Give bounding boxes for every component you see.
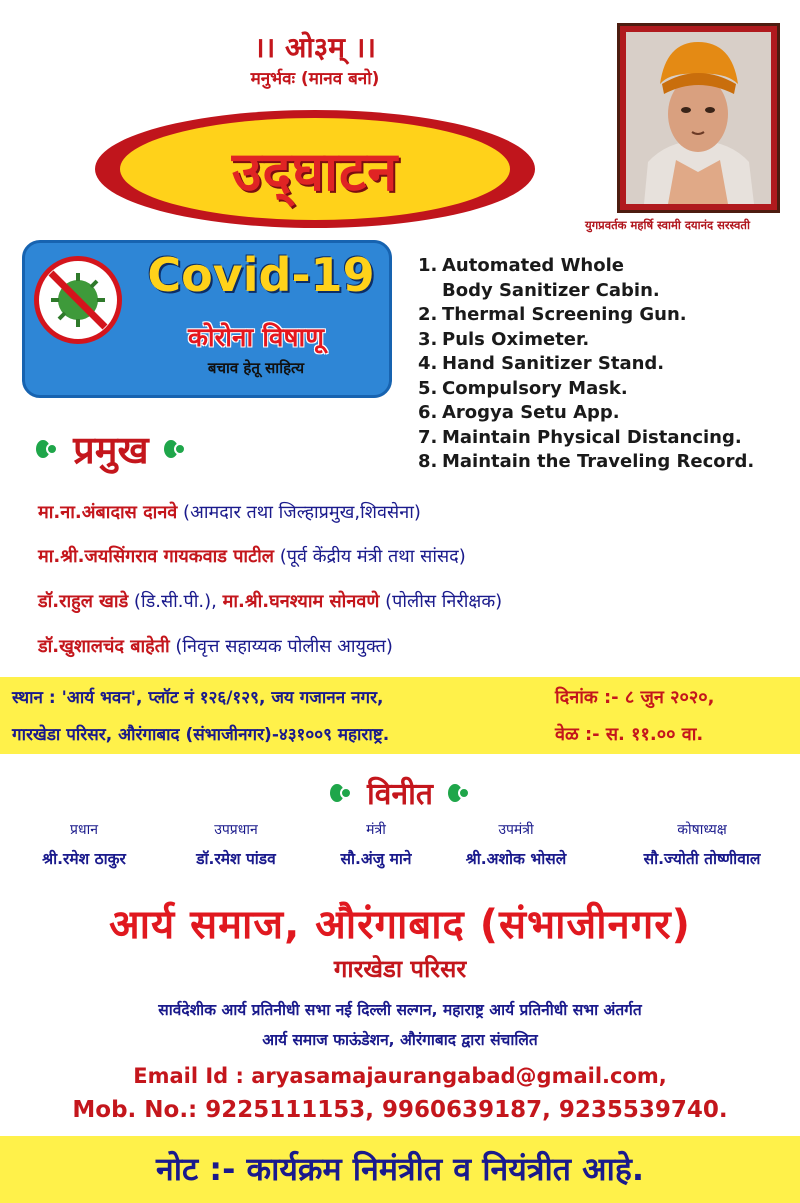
- venue-address-line1: स्थान : 'आर्य भवन', प्लॉट नं १२६/१२९, जय गजानन नगर,: [12, 688, 384, 708]
- item-number: 6.: [418, 402, 438, 423]
- pramukh-heading-row: [32, 423, 190, 473]
- officer: [160, 820, 312, 869]
- officer-name: डॉ.रमेश पांडव: [196, 850, 276, 868]
- officer: [440, 820, 592, 869]
- guest-designation: (पोलीस निरीक्षक): [379, 591, 503, 612]
- item-text: Hand Sanitizer Stand.: [442, 353, 665, 374]
- officer-role: उपप्रधान: [214, 822, 258, 838]
- guest-name: मा.श्री.जयसिंगराव गायकवाड पाटील: [38, 546, 275, 567]
- item-text: Puls Oximeter.: [442, 328, 590, 350]
- page-title: उद्‌घाटन: [231, 140, 399, 203]
- item-number: 5.: [418, 377, 438, 399]
- om-heading: ।। ओ३म् ।।: [254, 31, 376, 64]
- motto: मनुर्भवः (मानव बनो): [250, 69, 380, 89]
- guest-name: मा.श्री.घनश्याम सोनवणे: [222, 591, 380, 612]
- list-item: [418, 303, 798, 328]
- item-number: 4.: [418, 353, 438, 374]
- item-text: Automated Whole: [442, 255, 624, 276]
- portrait-image: [617, 23, 780, 213]
- organization-name: आर्य समाज, औरंगाबाद (संभाजीनगर): [109, 902, 691, 948]
- officer-role: उपमंत्री: [498, 822, 534, 838]
- venue-address-line2: गारखेडा परिसर, औरंगाबाद (संभाजीनगर)-४३१००९ महाराष्ट्र.: [12, 725, 390, 745]
- list-item: [418, 328, 798, 353]
- event-date: दिनांक :- ८ जुन २०२०,: [555, 687, 715, 708]
- item-text: Maintain the Traveling Record.: [442, 451, 755, 472]
- item-text: Maintain Physical Distancing.: [442, 426, 742, 448]
- leaf-ornament-icon: [160, 440, 190, 458]
- list-item: [418, 401, 798, 426]
- item-number: 1.: [418, 255, 438, 276]
- item-number: 7.: [418, 426, 438, 448]
- officer: [8, 820, 160, 869]
- contact-mobile: Mob. No.: 9225111153, 9960639187, 9235539740.: [72, 1097, 728, 1123]
- item-number: 2.: [418, 304, 438, 325]
- list-item: [418, 377, 798, 402]
- covid-title: Covid-19: [147, 248, 375, 302]
- item-text-continued: Body Sanitizer Cabin.: [442, 279, 660, 301]
- contact-email: Email Id : aryasamajaurangabad@gmail.com,: [133, 1064, 667, 1088]
- guest-line: [38, 500, 421, 524]
- guest-name: डॉ.राहुल खाडे: [38, 591, 129, 612]
- guest-line: [38, 544, 466, 568]
- organization-affiliation: सार्वदेशीक आर्य प्रतिनीधी सभा नई दिल्ली सल्गन, महाराष्ट्र आर्य प्रतिनीधी सभा अंतर्गत: [158, 1001, 642, 1019]
- portrait-caption: युगप्रवर्तक महर्षि स्वामी दयानंद सरस्वती: [585, 218, 750, 232]
- organization-operator: आर्य समाज फाऊंडेशन, औरंगाबाद द्वारा संचालित: [262, 1031, 538, 1049]
- leaf-ornament-icon: [326, 784, 356, 802]
- event-time: वेळ :- स. ११.०० वा.: [555, 724, 704, 745]
- item-number: 3.: [418, 328, 438, 350]
- officer: [612, 820, 792, 869]
- leaf-ornament-icon: [444, 784, 474, 802]
- guest-name: डॉ.खुशालचंद बाहेती: [38, 636, 170, 657]
- guest-designation: (डि.सी.पी.),: [128, 591, 223, 612]
- officer-name: सौ.ज्योती तोष्णीवाल: [643, 850, 761, 868]
- guest-designation: (आमदार तथा जिल्हाप्रमुख,शिवसेना): [177, 502, 421, 523]
- officer-role: मंत्री: [366, 822, 386, 838]
- guest-line: [38, 589, 502, 613]
- item-number: 8.: [418, 451, 438, 472]
- officer-role: प्रधान: [70, 822, 98, 838]
- officer: [300, 820, 452, 869]
- vinit-heading: विनीत: [367, 777, 433, 812]
- item-text: Compulsory Mask.: [442, 377, 628, 399]
- portrait-illustration: [626, 32, 771, 204]
- guest-designation: (निवृत्त सहाय्यक पोलीस आयुक्त): [169, 636, 393, 657]
- list-item: [418, 450, 798, 475]
- pramukh-heading: प्रमुख: [73, 428, 149, 472]
- officer-name: सौ.अंजु माने: [340, 850, 412, 868]
- note-text: नोट :- कार्यक्रम निमंत्रीत व नियंत्रीत आहे.: [155, 1150, 645, 1188]
- organization-area: गारखेडा परिसर: [333, 955, 467, 983]
- officer-role: कोषाध्यक्ष: [677, 822, 727, 838]
- list-item: [418, 426, 798, 451]
- officer-name: श्री.रमेश ठाकुर: [42, 850, 126, 868]
- officer-name: श्री.अशोक भोसले: [465, 850, 567, 868]
- vinit-heading-row: [0, 772, 800, 813]
- item-text: Thermal Screening Gun.: [442, 304, 687, 325]
- covid-subtitle: कोरोना विषाणू: [187, 323, 325, 353]
- guest-name: मा.ना.अंबादास दानवे: [38, 502, 178, 523]
- list-item: [418, 352, 798, 377]
- list-item: [418, 254, 798, 303]
- covid-tagline: बचाव हेतू साहित्य: [207, 359, 305, 377]
- item-text: Arogya Setu App.: [442, 402, 620, 423]
- guest-designation: (पूर्व केंद्रीय मंत्री तथा सांसद): [274, 546, 466, 567]
- guest-line: [38, 634, 393, 658]
- no-virus-icon: [34, 256, 122, 344]
- safety-items-list: [418, 254, 798, 475]
- leaf-ornament-icon: [32, 440, 62, 458]
